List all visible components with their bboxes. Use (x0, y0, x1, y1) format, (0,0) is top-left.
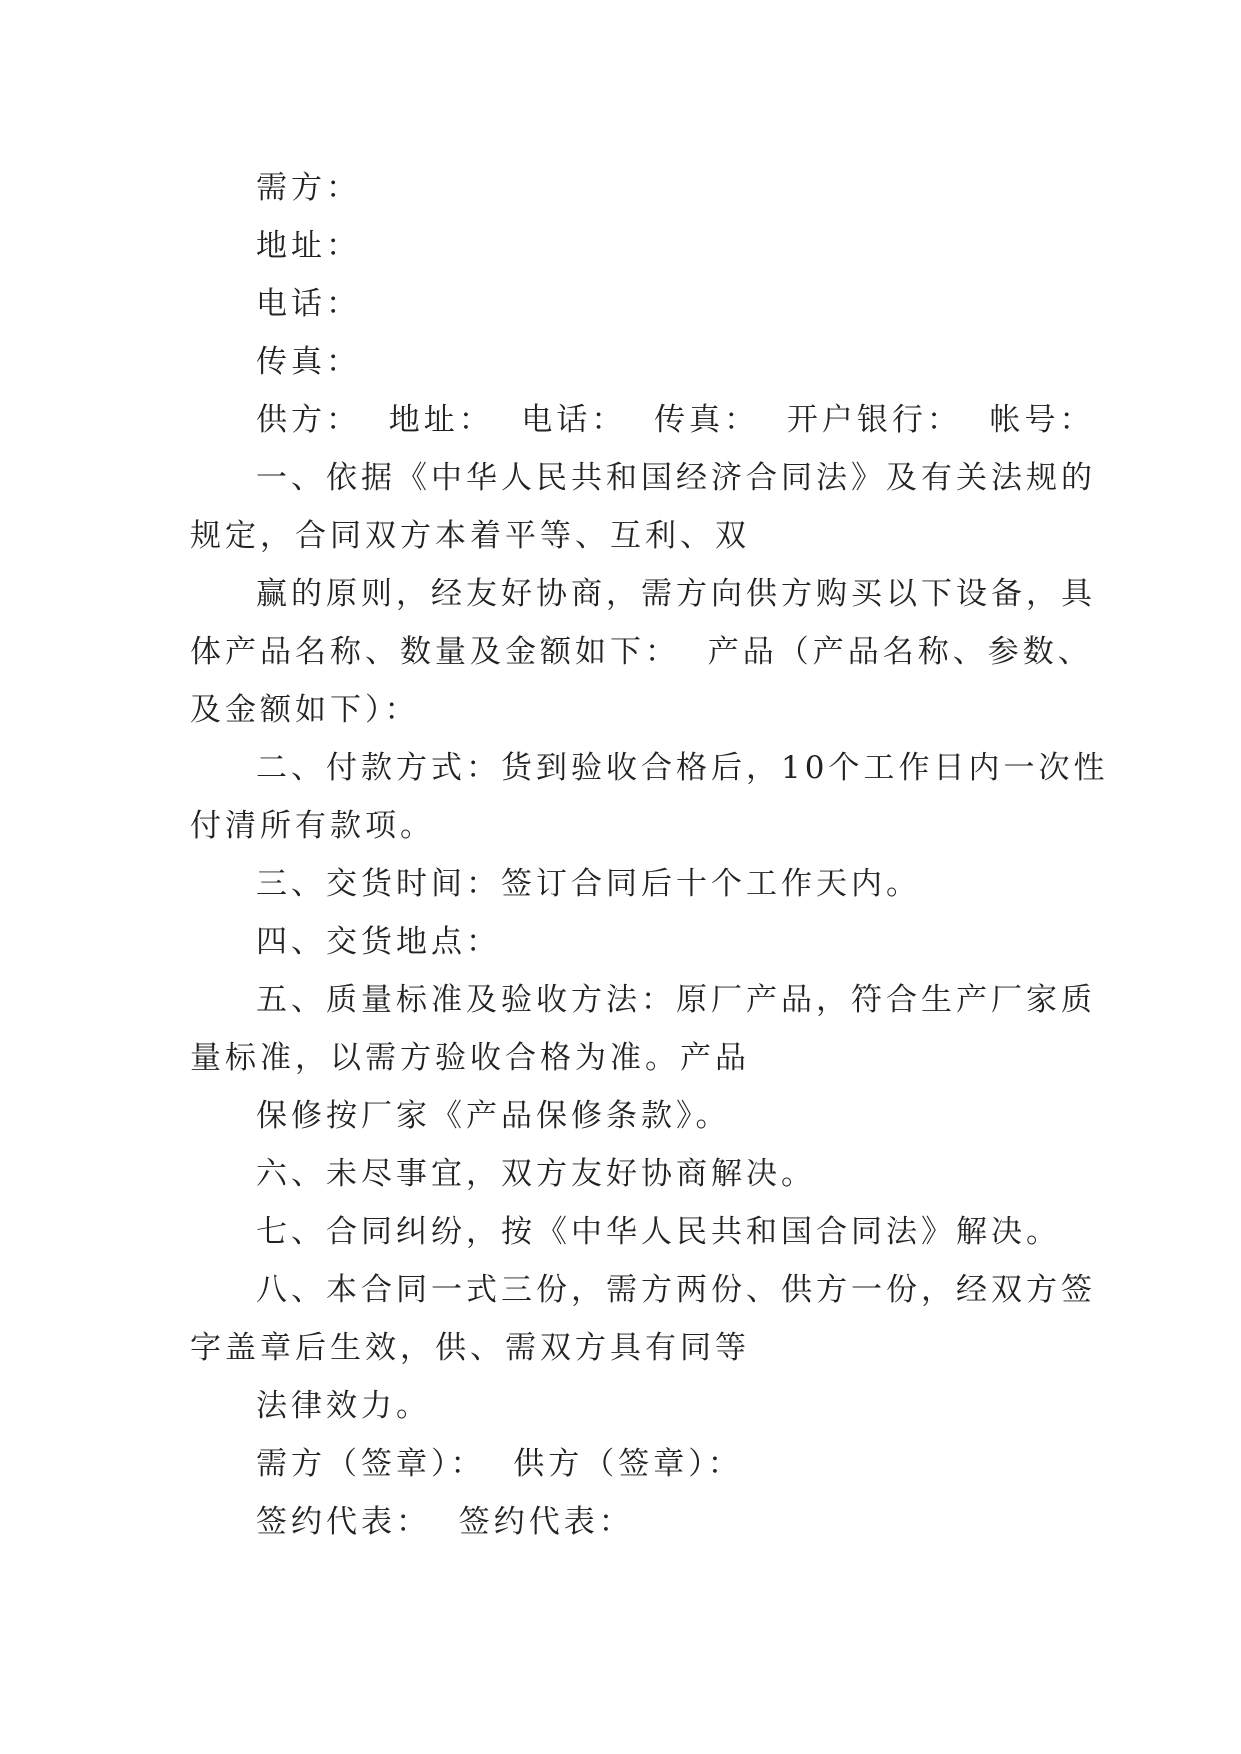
clause-1-line-5: 及金额如下）： (190, 692, 420, 728)
clause-2-line-2: 付清所有款项。 (190, 808, 435, 844)
clause-2-line-1: 二、付款方式：货到验收合格后，10个工作日内一次性 (256, 750, 1109, 786)
clause-7-line: 七、合同纠纷，按《中华人民共和国合同法》解决。 (256, 1214, 1061, 1250)
clause-3-line: 三、交货时间：签订合同后十个工作天内。 (256, 866, 921, 902)
signature-line: 需方（签章）： 供方（签章）： (256, 1446, 743, 1482)
clause-5-line-1: 五、质量标准及验收方法：原厂产品，符合生产厂家质 (256, 982, 1096, 1018)
clause-6-line: 六、未尽事宜，双方友好协商解决。 (256, 1156, 816, 1192)
clause-8-line-1: 八、本合同一式三份，需方两份、供方一份，经双方签 (256, 1272, 1096, 1308)
fax-label: 传真： (256, 344, 361, 380)
buyer-label: 需方： (256, 170, 361, 206)
clause-5-line-3: 保修按厂家《产品保修条款》。 (256, 1098, 731, 1134)
clause-8-line-2: 字盖章后生效，供、需双方具有同等 (190, 1330, 750, 1366)
address-label: 地址： (256, 228, 361, 264)
clause-1-line-4: 体产品名称、数量及金额如下： 产品（产品名称、参数、 (190, 634, 1093, 670)
phone-label: 电话： (256, 286, 361, 322)
clause-8-line-3: 法律效力。 (256, 1388, 431, 1424)
clause-1-line-3: 赢的原则，经友好协商，需方向供方购买以下设备，具 (256, 576, 1096, 612)
representative-line: 签约代表： 签约代表： (256, 1504, 634, 1540)
supplier-info-line: 供方： 地址： 电话： 传真： 开户银行： 帐号： (256, 402, 1095, 438)
clause-1-line-1: 一、依据《中华人民共和国经济合同法》及有关法规的 (256, 460, 1096, 496)
clause-4-line: 四、交货地点： (256, 924, 501, 960)
clause-1-line-2: 规定，合同双方本着平等、互利、双 (190, 518, 750, 554)
clause-5-line-2: 量标准，以需方验收合格为准。产品 (190, 1040, 750, 1076)
